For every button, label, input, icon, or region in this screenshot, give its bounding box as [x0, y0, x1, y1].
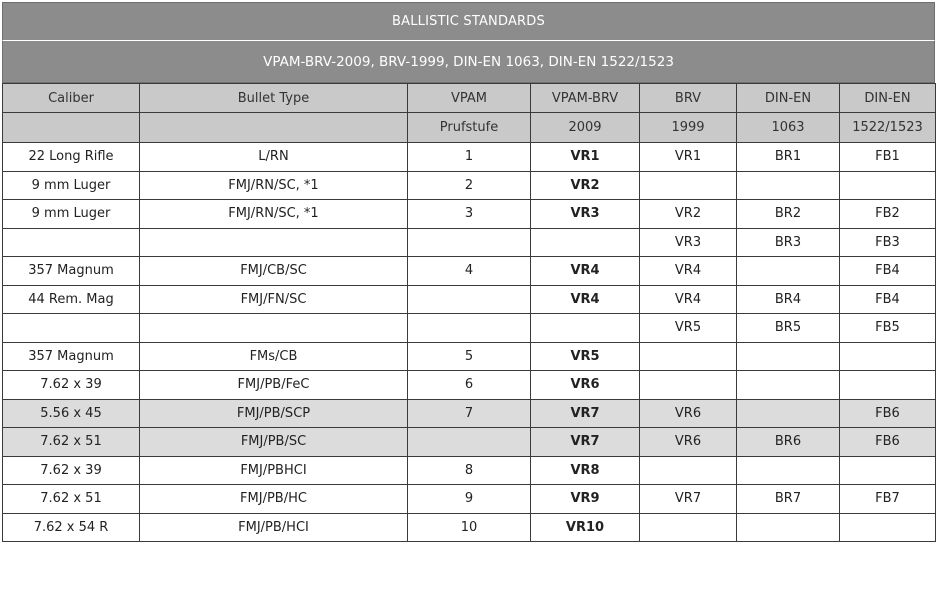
cell-bullet-type: FMJ/CB/SC — [140, 257, 408, 286]
cell-din-en-1522 — [840, 342, 936, 371]
cell-brv: VR7 — [640, 485, 737, 514]
cell-caliber — [3, 228, 140, 257]
cell-caliber: 22 Long Rifle — [3, 143, 140, 172]
cell-brv: VR3 — [640, 228, 737, 257]
cell-din-en-1063 — [737, 513, 840, 542]
cell-din-en-1063 — [737, 371, 840, 400]
cell-caliber: 7.62 x 39 — [3, 456, 140, 485]
cell-din-en-1063: BR1 — [737, 143, 840, 172]
table-row — [3, 456, 936, 485]
cell-vpam-brv: VR2 — [531, 171, 640, 200]
cell-din-en-1063 — [737, 171, 840, 200]
cell-caliber: 7.62 x 51 — [3, 485, 140, 514]
cell-din-en-1063: BR5 — [737, 314, 840, 343]
cell-din-en-1522: FB2 — [840, 200, 936, 229]
cell-bullet-type — [140, 314, 408, 343]
cell-vpam: 10 — [408, 513, 531, 542]
header-vpam: VPAM — [408, 84, 531, 113]
cell-brv — [640, 513, 737, 542]
subheader-row — [3, 113, 936, 143]
cell-caliber: 7.62 x 51 — [3, 428, 140, 457]
cell-caliber — [3, 314, 140, 343]
cell-vpam-brv: VR1 — [531, 143, 640, 172]
header-bullet-type: Bullet Type — [140, 84, 408, 113]
subheader-din-en-1522: 1522/1523 — [840, 113, 936, 143]
table-row — [3, 285, 936, 314]
cell-vpam: 7 — [408, 399, 531, 428]
subheader-din-en-1063: 1063 — [737, 113, 840, 143]
cell-din-en-1063 — [737, 342, 840, 371]
cell-din-en-1522: FB5 — [840, 314, 936, 343]
header-din-en-1063: DIN-EN — [737, 84, 840, 113]
table-row — [3, 485, 936, 514]
cell-din-en-1522: FB4 — [840, 285, 936, 314]
table-subtitle: VPAM-BRV-2009, BRV-1999, DIN-EN 1063, DIN-EN 1522/1523 — [2, 41, 935, 83]
cell-din-en-1522: FB6 — [840, 399, 936, 428]
cell-vpam: 1 — [408, 143, 531, 172]
subheader-bullet-type — [140, 113, 408, 143]
cell-din-en-1522: FB7 — [840, 485, 936, 514]
cell-vpam-brv: VR7 — [531, 428, 640, 457]
cell-vpam: 9 — [408, 485, 531, 514]
header-din-en-1522: DIN-EN — [840, 84, 936, 113]
cell-bullet-type: FMJ/PB/SC — [140, 428, 408, 457]
cell-din-en-1522 — [840, 171, 936, 200]
cell-vpam: 6 — [408, 371, 531, 400]
cell-din-en-1063: BR7 — [737, 485, 840, 514]
cell-din-en-1063 — [737, 456, 840, 485]
ballistic-standards-table-container — [2, 2, 935, 542]
cell-caliber: 357 Magnum — [3, 342, 140, 371]
cell-brv: VR4 — [640, 285, 737, 314]
table-row — [3, 428, 936, 457]
ballistic-standards-table — [2, 83, 936, 542]
cell-vpam — [408, 314, 531, 343]
cell-vpam: 4 — [408, 257, 531, 286]
cell-vpam-brv: VR3 — [531, 200, 640, 229]
cell-vpam-brv — [531, 228, 640, 257]
cell-caliber: 7.62 x 39 — [3, 371, 140, 400]
header-row — [3, 84, 936, 113]
cell-bullet-type: FMs/CB — [140, 342, 408, 371]
header-vpam-brv: VPAM-BRV — [531, 84, 640, 113]
cell-bullet-type: FMJ/RN/SC, *1 — [140, 171, 408, 200]
cell-caliber: 7.62 x 54 R — [3, 513, 140, 542]
cell-vpam: 3 — [408, 200, 531, 229]
cell-bullet-type: FMJ/PBHCI — [140, 456, 408, 485]
cell-bullet-type: FMJ/PB/HC — [140, 485, 408, 514]
header-brv: BRV — [640, 84, 737, 113]
cell-vpam-brv: VR7 — [531, 399, 640, 428]
cell-brv — [640, 371, 737, 400]
cell-vpam — [408, 285, 531, 314]
cell-brv: VR5 — [640, 314, 737, 343]
cell-vpam-brv: VR5 — [531, 342, 640, 371]
table-title: BALLISTIC STANDARDS — [2, 2, 935, 41]
cell-vpam: 5 — [408, 342, 531, 371]
table-row — [3, 171, 936, 200]
table-row — [3, 200, 936, 229]
table-row — [3, 228, 936, 257]
cell-vpam-brv: VR10 — [531, 513, 640, 542]
cell-din-en-1063: BR4 — [737, 285, 840, 314]
cell-din-en-1063: BR2 — [737, 200, 840, 229]
table-row — [3, 314, 936, 343]
cell-din-en-1063: BR6 — [737, 428, 840, 457]
cell-din-en-1522: FB4 — [840, 257, 936, 286]
table-row — [3, 342, 936, 371]
cell-caliber: 9 mm Luger — [3, 171, 140, 200]
table-row — [3, 399, 936, 428]
cell-din-en-1522 — [840, 456, 936, 485]
cell-caliber: 357 Magnum — [3, 257, 140, 286]
cell-vpam-brv: VR6 — [531, 371, 640, 400]
cell-din-en-1522 — [840, 371, 936, 400]
cell-vpam — [408, 428, 531, 457]
cell-brv: VR1 — [640, 143, 737, 172]
cell-din-en-1063 — [737, 257, 840, 286]
cell-vpam-brv: VR9 — [531, 485, 640, 514]
cell-caliber: 44 Rem. Mag — [3, 285, 140, 314]
cell-bullet-type: FMJ/RN/SC, *1 — [140, 200, 408, 229]
cell-caliber: 5.56 x 45 — [3, 399, 140, 428]
cell-bullet-type: FMJ/PB/FeC — [140, 371, 408, 400]
cell-bullet-type: FMJ/FN/SC — [140, 285, 408, 314]
cell-vpam — [408, 228, 531, 257]
subheader-vpam-brv: 2009 — [531, 113, 640, 143]
cell-bullet-type: FMJ/PB/SCP — [140, 399, 408, 428]
cell-caliber: 9 mm Luger — [3, 200, 140, 229]
subheader-vpam: Prufstufe — [408, 113, 531, 143]
cell-din-en-1522 — [840, 513, 936, 542]
cell-vpam-brv: VR8 — [531, 456, 640, 485]
cell-din-en-1522: FB3 — [840, 228, 936, 257]
cell-brv — [640, 171, 737, 200]
subheader-brv: 1999 — [640, 113, 737, 143]
table-row — [3, 371, 936, 400]
cell-din-en-1063 — [737, 399, 840, 428]
cell-din-en-1063: BR3 — [737, 228, 840, 257]
header-caliber: Caliber — [3, 84, 140, 113]
cell-vpam-brv — [531, 314, 640, 343]
cell-brv — [640, 456, 737, 485]
cell-bullet-type — [140, 228, 408, 257]
cell-vpam: 8 — [408, 456, 531, 485]
subheader-caliber — [3, 113, 140, 143]
table-row — [3, 513, 936, 542]
table-row — [3, 257, 936, 286]
cell-brv — [640, 342, 737, 371]
cell-bullet-type: FMJ/PB/HCI — [140, 513, 408, 542]
cell-din-en-1522: FB1 — [840, 143, 936, 172]
cell-vpam: 2 — [408, 171, 531, 200]
table-row — [3, 143, 936, 172]
cell-brv: VR4 — [640, 257, 737, 286]
cell-brv: VR2 — [640, 200, 737, 229]
cell-brv: VR6 — [640, 428, 737, 457]
cell-vpam-brv: VR4 — [531, 285, 640, 314]
cell-vpam-brv: VR4 — [531, 257, 640, 286]
cell-din-en-1522: FB6 — [840, 428, 936, 457]
cell-brv: VR6 — [640, 399, 737, 428]
cell-bullet-type: L/RN — [140, 143, 408, 172]
